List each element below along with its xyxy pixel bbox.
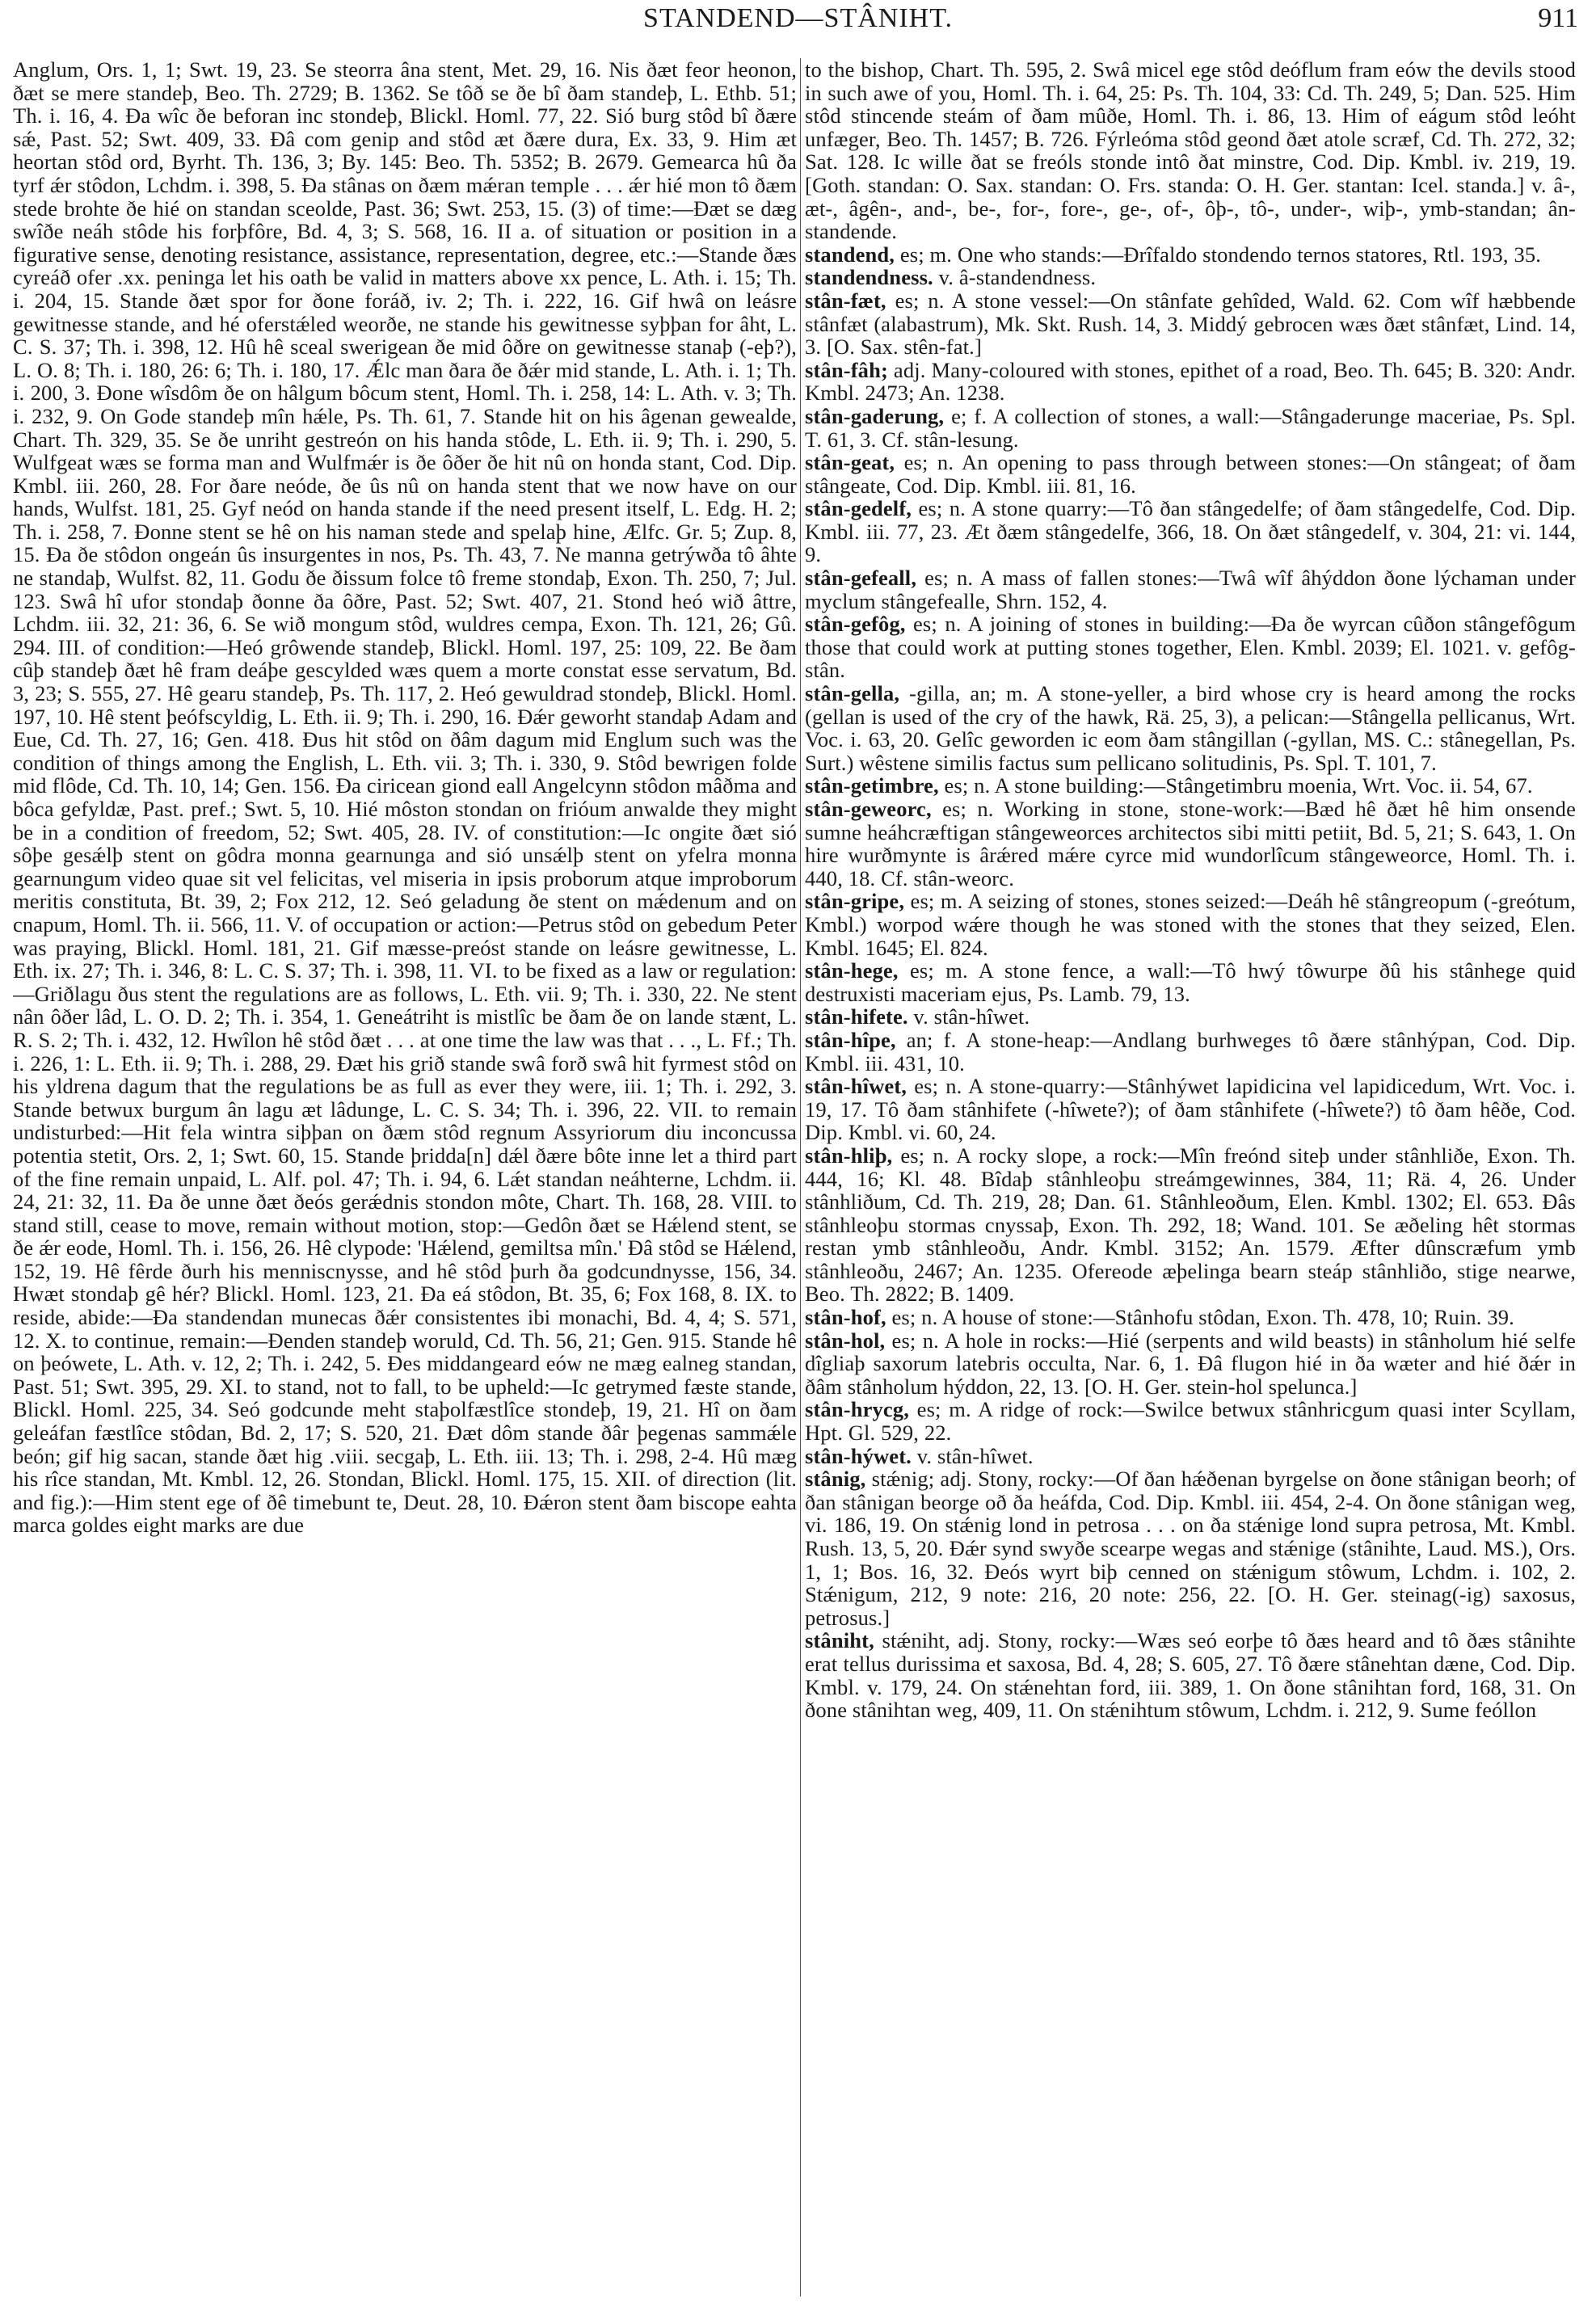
headword: stân-gella, bbox=[805, 681, 900, 706]
entry-definition: es; m. A stone fence, a wall:—Tô hwý tôwurpe ðû his stânhege quid destruxisti maceriam ejus, Ps. Lamb. 79, 13. bbox=[805, 958, 1576, 1006]
entry-definition: es; m. One who stands:—Ðrîfaldo stondendo ternos statores, Rtl. 193, 35. bbox=[895, 242, 1542, 267]
dictionary-entry bbox=[805, 58, 1576, 243]
headword: stân-gefôg, bbox=[805, 612, 906, 637]
left-column bbox=[13, 58, 797, 2300]
dictionary-entry bbox=[805, 612, 1576, 682]
right-column bbox=[805, 58, 1576, 2300]
entry-definition: es; n. A house of stone:—Stânhofu stôdan, Exon. Th. 478, 10; Ruin. 39. bbox=[886, 1305, 1514, 1330]
headword: stân-geat, bbox=[805, 450, 895, 475]
entry-definition: es; n. A hole in rocks:—Hié (serpents and wild beasts) in stânholum hié selfe dîgliaþ saxorum latebris occulta, Nar. 6, 1. Ðâ flugon hié in ða wæter and hié ðǽr in ðâm stânholum hýddon, 22, 13. [O. H. Ger. stein-hol spelunca.] bbox=[805, 1328, 1576, 1399]
dictionary-entry bbox=[805, 1445, 1576, 1468]
dictionary-entry bbox=[805, 1467, 1576, 1629]
page-number: 911 bbox=[1538, 3, 1578, 33]
dictionary-entry bbox=[805, 451, 1576, 497]
entry-definition: es; n. An opening to pass through between stones:—On stângeat; of ðam stângeate, Cod. Dip. Kmbl. iii. 81, 16. bbox=[805, 450, 1576, 498]
headword: stânig, bbox=[805, 1467, 866, 1492]
dictionary-entry bbox=[805, 1329, 1576, 1399]
entry-definition: stǽniht, adj. Stony, rocky:—Wæs seó eorþe tô ðæs heard and tô ðæs stânihte erat tellus durissima et saxosa, Bd. 4, 28; S. 605, 27. Tô ðære stânehtan dæne, Cod. Dip. Kmbl. v. 179, 24. On stǽnehtan ford, iii. 389, 1. On ðone stânihtan ford, 168, 31. On ðone stânihtan weg, 409, 11. On stǽnihtum stôwum, Lchdm. i. 212, 9. Sume feóllon bbox=[805, 1628, 1576, 1723]
headword: standend, bbox=[805, 242, 895, 267]
headword: stân-hrycg, bbox=[805, 1397, 909, 1422]
entry-definition: es; n. Working in stone, stone-work:—Bæd hê ðæt hê him onsende sumne heáhcræftigan stângeweorces architectos sibi mitti petiit, Bd. 5, 21; S. 643, 1. On hire wurðmynte is ârǽred mǽre cyrce mid wundorlîcum stângeweorce, Homl. Th. i. 440, 18. Cf. stân-weorc. bbox=[805, 797, 1576, 890]
headword: stân-hege, bbox=[805, 958, 899, 983]
entry-definition: to the bishop, Chart. Th. 595, 2. Swâ micel ege stôd deóflum fram eów the devils stood in such awe of you, Homl. Th. i. 64, 25: Ps. Th. 104, 33: Cd. Th. 249, 5; Dan. 525. Him stôd stincende steám of ðam mûðe, Homl. Th. i. 86, 13. Him of eágum stôd leóht unfæger, Beo. Th. 1457; B. 726. Fýrleóma stôd geond ðæt atole scræf, Cd. Th. 272, 32; Sat. 128. Ic wille ðat se freóls stonde intô ðat minstre, Cod. Dip. Kmbl. iv. 219, 19. [Goth. standan: O. Sax. standan: O. Frs. standa: O. H. Ger. stantan: Icel. standa.] v. â-, æt-, âgên-, and-, be-, for-, fore-, ge-, of-, ôþ-, tô-, under-, wiþ-, ymb-standan; ân-standende. bbox=[805, 58, 1576, 244]
headword: stân-hîpe, bbox=[805, 1027, 896, 1052]
entry-text: Anglum, Ors. 1, 1; Swt. 19, 23. Se steorra âna stent, Met. 29, 16. Nis ðæt feor heonon, ðæt se mere standeþ, Beo. Th. 2729; B. 1362. Se tôð se ðe bî ðam standeþ, L. Ethb. 51; Th. i. 16, 4. Ða wîc ðe beforan inc stondeþ, Blickl. Homl. 77, 22. Sió burg stôd bî ðære sǽ, Past. 52; Swt. 409, 33. Ðâ com genip and stôd æt ðære dura, Ex. 33, 9. Him æt heortan stôd ord, Byrht. Th. 136, 3; By. 145: Beo. Th. 5352; B. 2679. Gemearca hû ða tyrf ǽr stôdon, Lchdm. i. 398, 5. Ða stânas on ðæm mǽran temple . . . ǽr hié mon tô ðæm stede brohte ðe hié on standan sceolde, Past. 36; Swt. 253, 15. (3) of time:—Ðæt se dæg swîðe neáh stôde his forþfôre, Bd. 4, 3; S. 568, 16. II a. of situation or position in a figurative sense, denoting resistance, assistance, representation, degree, etc.:—Stande ðæs cyreáð ofer .xx. peninga let his oath be valid in matters above xx pence, L. Ath. i. 15; Th. i. 204, 15. Stande ðæt spor for ðone foráð, iv. 2; Th. i. 222, 16. Gif hwâ on leásre gewitnesse stande, and hé oferstǽled weorðe, ne stande his gewitnesse syþþan for âht, L. C. S. 37; Th. i. 398, 12. Hû hê sceal swerigean ðe mid ôðre on gewitnesse stanaþ (-eþ?), L. O. 8; Th. i. 180, 26: 6; Th. i. 180, 17. Ǽlc man ðara ðe ðǽr mid stande, L. Ath. i. 1; Th. i. 200, 3. Ðone wîsdôm ðe on hâlgum bôcum stent, Homl. Th. i. 258, 14: L. Ath. v. 3; Th. i. 232, 9. On Gode standeþ mîn hǽle, Ps. Th. 61, 7. Stande hit on his âgenan gewealde, Chart. Th. 329, 35. Se ðe unriht gestreón on his handa stôde, L. Eth. ii. 9; Th. i. 290, 5. Wulfgeat wæs se forma man and Wulfmǽr is ðe ôðer ðe hit nû on honda stant, Cod. Dip. Kmbl. iii. 260, 28. For ðare neóde, ðe ûs nû on handa stent that we now have on our hands, Wulfst. 181, 25. Gyf neód on handa stande if the need present itself, L. Edg. H. 2; Th. i. 258, 7. Ðonne stent se hê on his naman stede and spelaþ hine, Ælfc. Gr. 5; Zup. 8, 15. Ða ðe stôdon ongeán ûs insurgentes in nos, Ps. Th. 43, 7. Ne manna getrýwða tô âhte ne standaþ, Wulfst. 82, 11. Godu ðe ðissum folce tô freme stondaþ, Exon. Th. 250, 7; Jul. 123. Swâ hî ufor stondaþ ðonne ða ôðre, Past. 52; Swt. 407, 21. Stond heó wið âttre, Lchdm. iii. 32, 21: 36, 6. Se wið mongum stôd, wuldres cempa, Exon. Th. 121, 26; Gû. 294. III. of condition:—Heó grôwende standeþ, Blickl. Homl. 197, 25: 109, 22. Be ðam cûþ standeþ ðæt hê fram deáþe gescylded wæs quem a morte constat esse servatum, Bd. 3, 23; S. 555, 27. Hê gearu standeþ, Ps. Th. 117, 2. Heó gewuldrad stondeþ, Blickl. Homl. 197, 10. Hê stent þeófscyldig, L. Eth. ii. 9; Th. i. 290, 16. Ðǽr geworht standaþ Adam and Eue, Cd. Th. 27, 16; Gen. 418. Ðus hit stôd on ðâm dagum mid Englum such was the condition of things among the English, L. Eth. vii. 3; Th. i. 330, 9. Stôd bewrigen folde mid flôde, Cd. Th. 10, 14; Gen. 156. Ða ciricean giond eall Angelcynn stôdon mâðma and bôca gefyldæ, Past. pref.; Swt. 5, 10. Hié môston stondan on frióum anwalde they might be in a condition of freedom, 52; Swt. 405, 28. IV. of constitution:—Ic ongite ðæt sió sôþe gesǽlþ stent on gôdra monna gearnunga and sió unsǽlþ stent on yfelra monna gearnungum video quae sit vel felicitas, vel miseria in ipsis proborum atque improborum meritis constituta, Bt. 39, 2; Fox 212, 12. Seó geladung ðe stent on mǽdenum and on cnapum, Homl. Th. ii. 566, 11. V. of occupation or action:—Petrus stôd on gebedum Peter was praying, Blickl. Homl. 181, 21. Gif mæsse-preóst stande on leásre gewitnesse, L. Eth. ix. 27; Th. i. 346, 8: L. C. S. 37; Th. i. 398, 11. VI. to be fixed as a law or regulation:—Griðlagu ðus stent the regulations are as follows, L. Eth. vii. 9; Th. i. 330, 22. Ne stent nân ôðer lâd, L. O. D. 2; Th. i. 354, 1. Geneátriht is mistlîc be ðam ðe on lande stænt, L. R. S. 2; Th. i. 432, 12. Hwîlon hê stôd ðæt . . . at one time the law was that . . ., L. Ff.; Th. i. 226, 1: L. Eth. ii. 9; Th. i. 288, 29. Ðæt his grið stande swâ forð swâ hit fyrmest stôd on his yldrena dagum that the regulations be as full as ever they were, iii. 1; Th. i. 292, 3. Stande betwux burgum ân lagu æt lâdunge, L. C. S. 34; Th. i. 396, 22. VII. to remain undisturbed:—Hit fela wintra siþþan on ðæm stôd regnum Assyriorum diu inconcussa potentia stetit, Ors. 2, 1; Swt. 60, 15. Stande þridda[n] dǽl ðære bôte inne let a third part of the fine remain unpaid, L. Alf. pol. 47; Th. i. 94, 6. Lǽt standan neáhterne, Lchdm. ii. 24, 21: 32, 11. Ða ðe unne ðæt ðeós gerǽdnis stondon môte, Chart. Th. 168, 28. VIII. to stand still, cease to move, remain without motion, stop:—Gedôn ðæt se Hǽlend stent, se ðe ǽr eode, Homl. Th. i. 156, 26. Hê clypode: 'Hǽlend, gemiltsa mîn.' Ðâ stôd se Hǽlend, 152, 19. Hê fêrde ðurh his menniscnysse, and hê stôd þurh ða godcundnysse, 156, 34. Hwæt stondaþ gê hér? Blickl. Homl. 123, 21. Ða eá stôdon, Bt. 35, 6; Fox 168, 8. IX. to reside, abide:—Ða standendan munecas ðǽr consistentes ibi monachi, Bd. 4, 4; S. 571, 12. X. to continue, remain:—Ðenden standeþ woruld, Cd. Th. 56, 21; Gen. 915. Stande hê on þeówete, L. Ath. v. 12, 2; Th. i. 242, 5. Ðes middangeard eów ne mæg ealneg standan, Past. 51; Swt. 395, 29. XI. to stand, not to fall, to be upheld:—Ic getrymed fæste stande, Blickl. Homl. 225, 34. Seó godcunde meht staþolfæstlîce stondeþ, 19, 21. Hî on ðam geleáfan fæstlîce stôdan, Bd. 2, 17; S. 520, 21. Ðæt dôm stande ðâr þegenas sammǽle beón; gif hig sacan, stande ðæt hig .viii. secgaþ, L. Eth. iii. 13; Th. i. 298, 2-4. Hû mæg his rîce standan, Mt. Kmbl. 12, 26. Stondan, Blickl. Homl. 175, 15. XII. of direction (lit. and fig.):—Him stent ege of ðê timebunt te, Deut. 28, 10. Ðǽron stent ðam biscope eahta marca goldes eight marks are due bbox=[13, 58, 797, 1538]
entry-definition: v. stân-hîwet. bbox=[907, 1004, 1030, 1029]
entry-definition: es; m. A seizing of stones, stones seized:—Deáh hê stângreopum (-greótum, Kmbl.) worpod wǽre though he was stoned with the stones that they seized, Elen. Kmbl. 1645; El. 824. bbox=[805, 889, 1576, 960]
dictionary-entry bbox=[805, 1029, 1576, 1075]
dictionary-entry bbox=[805, 405, 1576, 451]
entry-definition: es; n. A stone quarry:—Tô ðan stângedelfe; of ðam stângedelfe, Cod. Dip. Kmbl. iii. 77, 23. Æt ðæm stângedelfe, 366, 18. On ðæt stângedelf, v. 304, 21: vi. 144, 9. bbox=[805, 496, 1576, 567]
dictionary-entry bbox=[805, 1306, 1576, 1329]
entry-definition: es; n. A rocky slope, a rock:—Mîn freónd siteþ under stânhliðe, Exon. Th. 444, 16; Kl. 48. Bîdaþ stânhleoþu streámgewinnes, 384, 11; Rä. 4, 26. Under stânhliðum, Cd. Th. 219, 28; Dan. 61. Stânhleoðum, Elen. Kmbl. 1302; El. 653. Ðâs stânhleoþu stormas cnyssaþ, Exon. Th. 292, 18; Wand. 101. Se æðeling hêt stormas restan ymb stânhleoðu, Andr. Kmbl. 3152; An. 1579. Æfter dûnscræfum ymb stânhleoðu, 2467; An. 1235. Ofereode æþelinga bearn steáp stânhliðo, stige nearwe, Beo. Th. 2822; B. 1409. bbox=[805, 1143, 1576, 1307]
dictionary-entry bbox=[805, 682, 1576, 774]
dictionary-entry bbox=[805, 1075, 1576, 1144]
headword: stân-hliþ, bbox=[805, 1143, 893, 1168]
entry-definition: es; n. A stone vessel:—On stânfate gehîded, Wald. 62. Com wîf hæbbende stânfæt (alabastrum), Mk. Skt. Rush. 14, 3. Middý gebrocen wæs ðæt stânfæt, Lind. 14, 3. [O. Sax. stên-fat.] bbox=[805, 288, 1576, 360]
entry-definition: v. â-standendness. bbox=[933, 265, 1097, 290]
headword: stân-fæt, bbox=[805, 288, 886, 313]
headword: stân-gefeall, bbox=[805, 566, 917, 591]
headword: stân-hifete. bbox=[805, 1004, 908, 1029]
dictionary-entry bbox=[805, 289, 1576, 359]
dictionary-entry bbox=[805, 959, 1576, 1005]
entry-definition: stǽnig; adj. Stony, rocky:—Of ðan hǽðenan byrgelse on ðone stânigan beorh; of ðan stânigan beorge oð ða heáfda, Cod. Dip. Kmbl. iii. 454, 2-4. On ðone stânigan weg, vi. 186, 19. On stǽnig lond in petrosa . . . on ða stǽnige lond supra petrosa, Mt. Kmbl. Rush. 13, 5, 20. Ðǽr synd swyðe scearpe wegas and stǽnige (stânihte, Laud. MS.), Ors. 1, 1; Bos. 16, 32. Ðeós wyrt biþ cenned on stǽnigum stôwum, Lchdm. i. 102, 2. Stǽnigum, 212, 9 note: 216, 20 note: 256, 22. [O. H. Ger. steinag(-ig) saxosus, petrosus.] bbox=[805, 1467, 1576, 1630]
dictionary-entry bbox=[805, 774, 1576, 798]
entry-definition: v. stân-hîwet. bbox=[911, 1443, 1034, 1468]
column-divider bbox=[800, 58, 801, 2296]
dictionary-entry bbox=[805, 1629, 1576, 1721]
dictionary-entry bbox=[805, 497, 1576, 566]
headword: stân-hof, bbox=[805, 1305, 886, 1330]
entry-definition: es; m. A ridge of rock:—Swilce betwux stânhricgum quasi inter Scyllam, Hpt. Gl. 529, 22. bbox=[805, 1397, 1576, 1446]
dictionary-entry bbox=[805, 1144, 1576, 1306]
headword: stân-hîwet, bbox=[805, 1074, 907, 1099]
dictionary-entry bbox=[805, 1398, 1576, 1444]
dictionary-entry bbox=[805, 243, 1576, 267]
entry-definition: -gilla, an; m. A stone-yeller, a bird whose cry is heard among the rocks (gellan is used of the cry of the hawk, Rä. 25, 3), a pelican:—Stângella pellicanus, Wrt. Voc. i. 63, 20. Gelîc geworden ic eom ðam stângillan (-gyllan, MS. C.: stânegellan, Ps. Surt.) wêstene similis factus sum pellicano solitudinis, Ps. Spl. T. 101, 7. bbox=[805, 681, 1576, 775]
page-header bbox=[0, 3, 1596, 44]
dictionary-entry bbox=[805, 566, 1576, 612]
headword: stâniht, bbox=[805, 1628, 874, 1653]
headword: stân-hýwet. bbox=[805, 1443, 912, 1468]
headword: stân-getimbre, bbox=[805, 773, 939, 798]
headword: stân-geweorc, bbox=[805, 797, 932, 821]
dictionary-entry bbox=[805, 359, 1576, 405]
entry-definition: es; n. A mass of fallen stones:—Twâ wîf âhýddon ðone lýchaman under myclum stângefealle, Shrn. 152, 4. bbox=[805, 566, 1576, 613]
headword: stân-fâh; bbox=[805, 357, 888, 382]
entry-definition: e; f. A collection of stones, a wall:—Stângaderunge maceriae, Ps. Spl. T. 61, 3. Cf. stân-lesung. bbox=[805, 403, 1576, 452]
headword: stân-hol, bbox=[805, 1328, 886, 1353]
headword: standendness. bbox=[805, 265, 933, 290]
dictionary-entry bbox=[805, 266, 1576, 289]
entry-definition: adj. Many-coloured with stones, epithet of a road, Beo. Th. 645; B. 320: Andr. Kmbl. 2473; An. 1238. bbox=[805, 357, 1576, 406]
dictionary-entry bbox=[805, 890, 1576, 959]
dictionary-entry bbox=[805, 798, 1576, 890]
entry-definition: es; n. A stone-quarry:—Stânhýwet lapidicina vel lapidicedum, Wrt. Voc. i. 19, 17. Tô ðam stânhifete (-hîwete?); of ðam stânhifete (-hîwete?) tô ðam hêðe, Cod. Dip. Kmbl. vi. 60, 24. bbox=[805, 1074, 1576, 1145]
headword: stân-gaderung, bbox=[805, 403, 945, 428]
running-title: STANDEND—STÂNIHT. bbox=[643, 3, 953, 33]
entry-definition: an; f. A stone-heap:—Andlang burhweges tô ðære stânhýpan, Cod. Dip. Kmbl. iii. 431, 10. bbox=[805, 1027, 1576, 1076]
entry-definition: es; n. A stone building:—Stângetimbru moenia, Wrt. Voc. ii. 54, 67. bbox=[938, 773, 1533, 798]
headword: stân-gripe, bbox=[805, 889, 905, 914]
headword: stân-gedelf, bbox=[805, 496, 912, 521]
dictionary-entry bbox=[805, 1005, 1576, 1029]
entry-definition: es; n. A joining of stones in building:—Ða ðe wyrcan cûðon stângefôgum those that could work at putting stones together, Elen. Kmbl. 2039; El. 1021. v. gefôg-stân. bbox=[805, 612, 1576, 683]
